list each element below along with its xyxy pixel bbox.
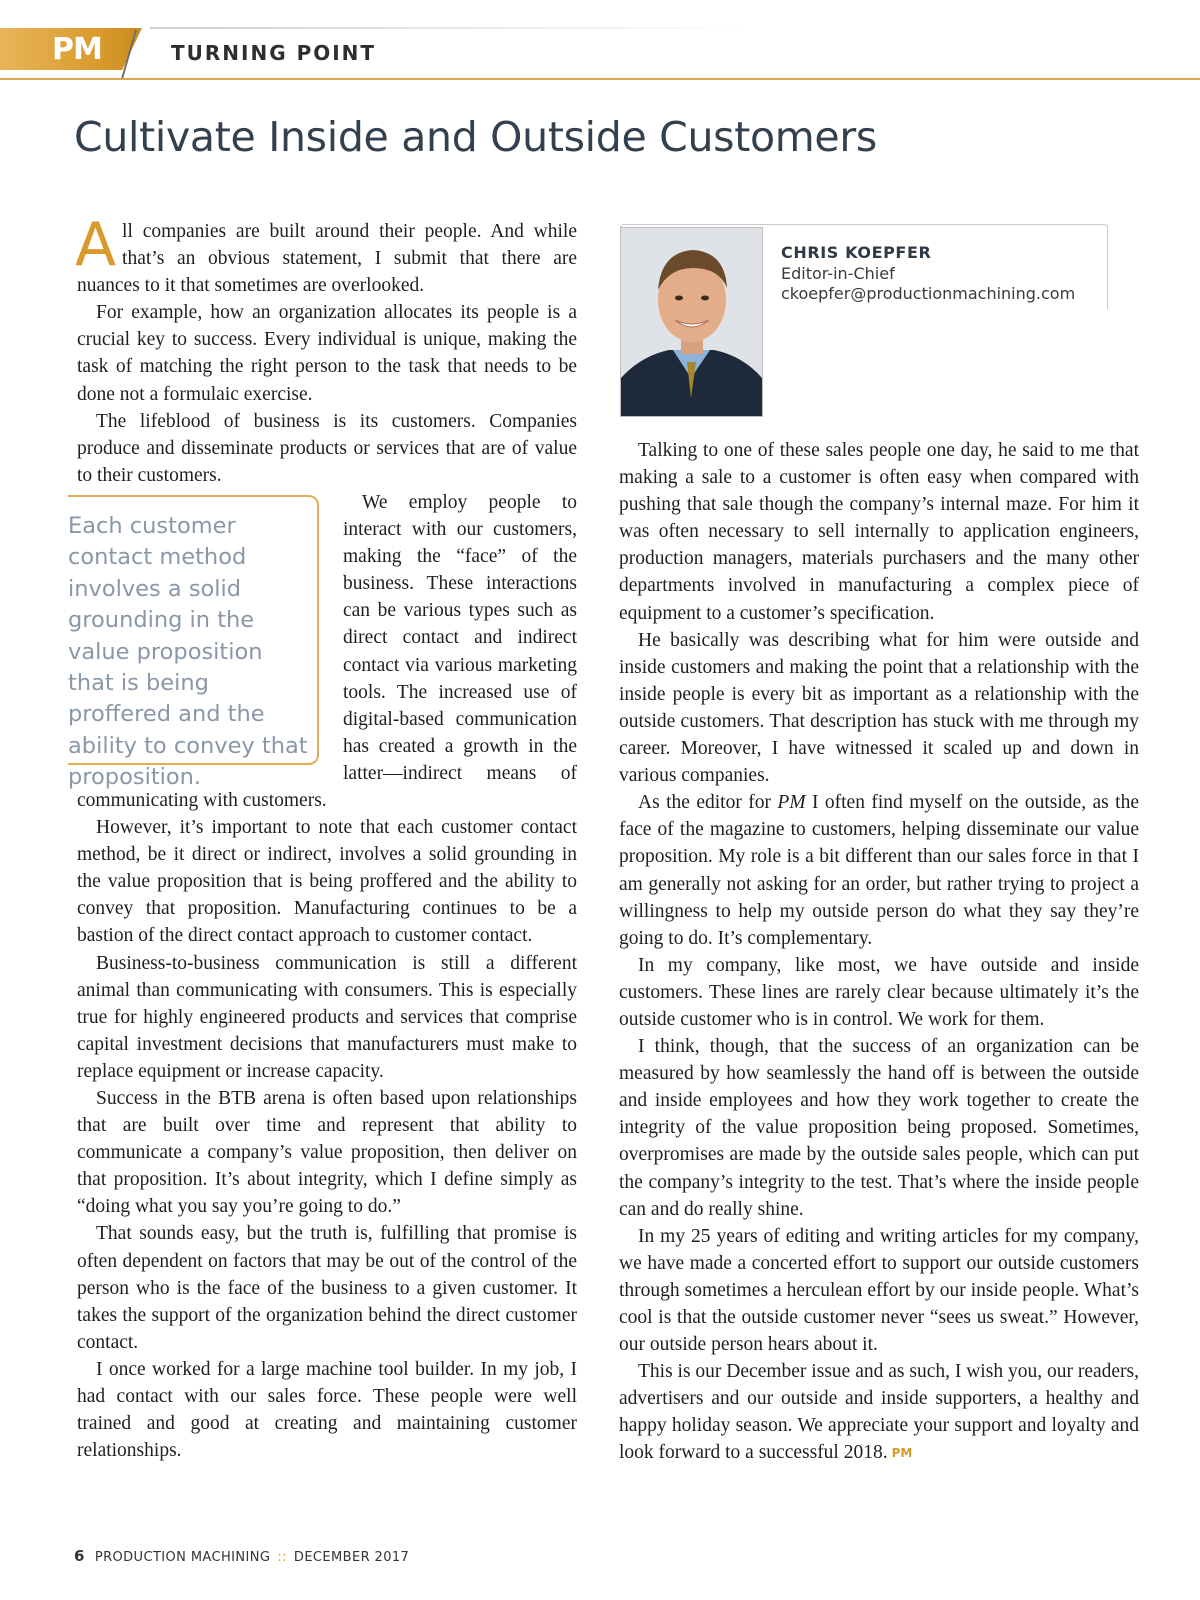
paragraph: That sounds easy, but the truth is, fulfilling that promise is often dependent on factors that may be out of the control of the person who is the face of the business to a given customer. It takes the support of the organization behind the direct customer contact.	[77, 1223, 577, 1353]
paragraph: The lifeblood of business is its customers. Companies produce and disseminate products or services that are of value to their customers.	[77, 410, 577, 486]
article-column-left	[68, 210, 577, 1464]
paragraph-text: This is our December issue and as such, I wish you, our readers, advertisers and our outside and inside supporters, a healthy and happy holiday season. We appreciate your support and loyalty and look forward to a successful 2018.	[619, 1361, 1139, 1464]
article-headline: Cultivate Inside and Outside Customers	[74, 113, 877, 161]
paragraph-text: As the editor for	[638, 792, 778, 814]
paragraph: In my company, like most, we have outside and inside customers. These lines are rarely clear because ultimately it’s the outside customer who is in control. We work for them.	[619, 954, 1139, 1030]
end-mark: PM	[891, 1446, 913, 1461]
magazine-logo: PM	[52, 32, 102, 67]
paragraph: In my 25 years of editing and writing articles for my company, we have made a concerted effort to support our outside customers through sometimes a herculean effort by our inside people. What’s cool is that the outside customer never “sees us sweat.” However, our outside person hears about it.	[619, 1225, 1139, 1356]
paragraph-text: I often find myself on the outside, as the face of the magazine to customers, helping disseminate our value proposition. My role is a bit different than our sales force in that I am generally not asking for an order, but rather trying to project a willingness to help my outside person do what they say they’re going to do. It’s complementary.	[619, 792, 1139, 949]
pull-quote	[68, 495, 319, 791]
header-top-line	[150, 27, 750, 29]
paragraph: Business-to-business communication is still a different animal than communicating with consumers. This is especially true for highly engineered products and services that comprise capital investment decisions that manufacturers must make to replace equipment or increase capacity.	[77, 952, 577, 1082]
paragraph	[619, 1358, 1139, 1467]
page-footer	[74, 1547, 409, 1565]
page-number: 6	[74, 1547, 85, 1565]
paragraph: However, it’s important to note that each customer contact method, be it direct or indirect, involves a solid grounding in the value proposition that is being proffered and the ability to convey that proposition. Manufacturing continues to be a bastion of the direct contact approach to customer contact.	[77, 817, 577, 947]
paragraph-text: ll companies are built around their people. And while that’s an obvious statement, I submit that there are nuances to it that sometimes are overlooked.	[77, 221, 577, 297]
paragraph: He basically was describing what for him were outside and inside customers and making the point that a relationship with the inside people is every bit as important as a relationship with the outside customers. That description has stuck with me through my career. Moreover, I have witnessed it scaled up and down in various companies.	[619, 629, 1139, 787]
header-rule	[0, 78, 1200, 80]
author-name: CHRIS KOEPFER	[781, 243, 932, 262]
drop-cap: A	[75, 210, 117, 280]
issue-date: DECEMBER 2017	[293, 1550, 410, 1565]
article-column-right	[619, 437, 1139, 1468]
paragraph: We employ people to interact with our customers, making the “face” of the business. These interactions can be various types such as direct contact and indirect contact via various marketing tools. The increased use of digital-based communication has created a growth in the latter—indirect means of communicating with customers.	[77, 491, 577, 811]
paragraph: I once worked for a large machine tool builder. In my job, I had contact with our sales force. These people were well trained and good at creating and maintaining customer relationships.	[77, 1358, 577, 1462]
footer-separator: ::	[277, 1550, 287, 1565]
magazine-abbrev: PM	[777, 792, 806, 814]
section-title: TURNING POINT	[171, 41, 377, 65]
paragraph: Talking to one of these sales people one day, he said to me that making a sale to a customer is often easy when compared with pushing that sale though the company’s internal maze. For him it was often necessary to sell internally to application engineers, production managers, materials purchasers and the many other departments involved in manufacturing a complex piece of equipment to a customer’s specification.	[619, 440, 1139, 624]
author-photo	[620, 227, 763, 417]
author-portrait-illustration	[621, 228, 762, 416]
paragraph: I think, though, that the success of an organization can be measured by how seamlessly the hand off is between the outside and inside employees and how they work together to create the integrity of the value proposition being proposed. Sometimes, overpromises are made by the outside sales people, which can put the company’s integrity to the test. That’s where the inside people can and do really shine.	[619, 1036, 1139, 1220]
paragraph: For example, how an organization allocates its people is a crucial key to success. Every individual is unique, making the task of matching the right person to the task that needs to be done not a formulaic exercise.	[77, 302, 577, 405]
paragraph	[75, 210, 577, 299]
author-role: Editor-in-Chief	[781, 264, 895, 283]
paragraph: Success in the BTB arena is often based upon relationships that are built over time and represent that ability to communicate a company’s value proposition, then deliver on that proposition. It’s about integrity, which I define simply as “doing what you say you’re going to do.”	[77, 1088, 577, 1218]
publication-name: PRODUCTION MACHINING	[94, 1550, 271, 1565]
pull-quote-text: Each customer contact method involves a solid grounding in the value proposition that is being proffered and the ability to convey that proposition.	[68, 512, 308, 791]
author-email: ckoepfer@productionmachining.com	[781, 284, 1076, 303]
paragraph	[619, 789, 1139, 952]
